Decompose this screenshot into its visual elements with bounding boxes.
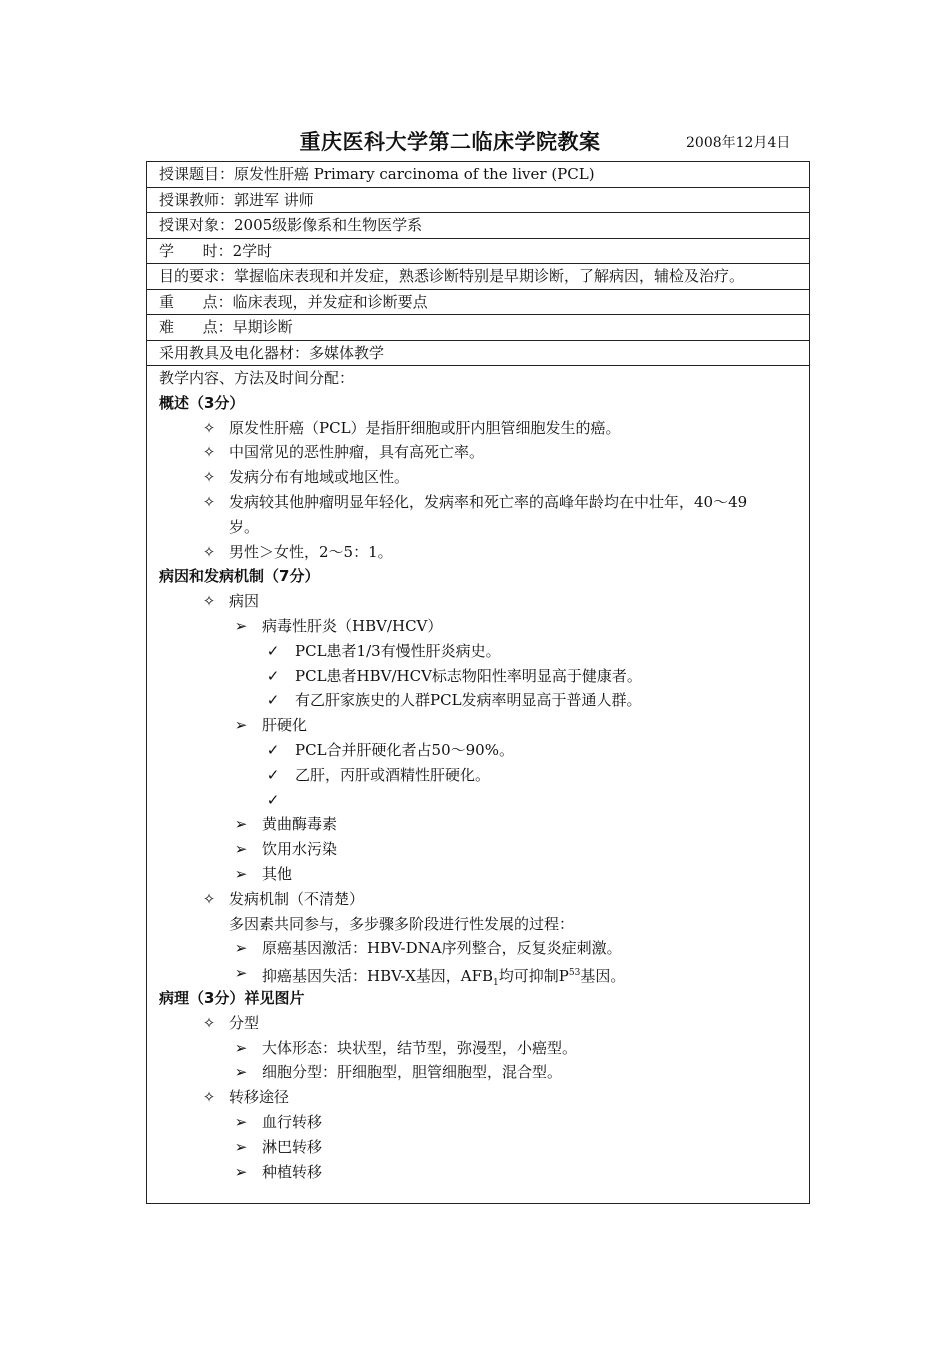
arrow-bullet-icon: ➢ [234,939,248,958]
list-item: ✧ 转移途径 [159,1085,809,1110]
diamond-bullet-icon: ✧ [202,443,216,462]
check-bullet-icon: ✓ [266,765,280,784]
diamond-bullet-icon: ✧ [202,1013,216,1032]
document-date: 2008年12月4日 [686,135,791,151]
check-bullet-icon: ✓ [266,641,280,660]
list-item: ➢ 淋巴转移 [159,1135,809,1160]
list-item: ➢ 血行转移 [159,1110,809,1135]
check-bullet-icon: ✓ [266,740,280,759]
list-item: ✧ 原发性肝癌（PCL）是指肝细胞或肝内胆管细胞发生的癌。 [159,416,809,441]
arrow-bullet-icon: ➢ [234,1038,248,1057]
list-item: ✧ 病因 [159,589,809,614]
row-audience: 授课对象：2005级影像系和生物医学系 [147,213,809,239]
arrow-bullet-icon: ➢ [234,1063,248,1082]
list-item: ✧ 中国常见的恶性肿瘤，具有高死亡率。 [159,440,809,465]
list-item: ➢ 抑癌基因失活：HBV-X基因，$AFB_1$均可抑制$P^{53}$基因。 [159,961,809,986]
arrow-bullet-icon: ➢ [234,864,248,883]
list-item: ✓ PCL患者1/3有慢性肝炎病史。 [159,639,809,664]
diamond-bullet-icon: ✧ [202,592,216,611]
list-item: ➢ 饮用水污染 [159,837,809,862]
list-item: ✓ PCL合并肝硬化者占50～90%。 [159,738,809,763]
list-item: ➢ 肝硬化 [159,713,809,738]
diamond-bullet-icon: ✧ [202,418,216,437]
arrow-bullet-icon: ➢ [234,815,248,834]
list-item: ✓ PCL患者HBV/HCV标志物阳性率明显高于健康者。 [159,664,809,689]
row-topic: 授课题目：原发性肝癌 Primary carcinoma of the liver (PCL) [147,162,809,188]
arrow-bullet-icon: ➢ [234,1137,248,1156]
diamond-bullet-icon: ✧ [202,1088,216,1107]
list-item: ✧ 发病机制（不清楚） [159,887,809,912]
row-key-points: 重 点：临床表现，并发症和诊断要点 [147,290,809,316]
arrow-bullet-icon: ➢ [234,964,248,983]
document-title: 重庆医科大学第二临床学院教案 [299,130,601,154]
arrow-bullet-icon: ➢ [234,716,248,735]
section-pathology-heading: 病理（3分）祥见图片 [159,988,305,1007]
list-item: ✧ 男性＞女性，2～5：1。 [159,540,809,565]
diamond-bullet-icon: ✧ [202,492,216,511]
arrow-bullet-icon: ➢ [234,840,248,859]
list-item: ✓ 有乙肝家族史的人群PCL发病率明显高于普通人群。 [159,688,809,713]
list-item: ✧ 发病分布有地域或地区性。 [159,465,809,490]
row-teacher: 授课教师：郭进军 讲师 [147,188,809,214]
list-item: ➢ 大体形态：块状型，结节型，弥漫型，小癌型。 [159,1036,809,1061]
check-bullet-icon: ✓ [266,691,280,710]
list-item-continuation: 岁。 [229,517,260,536]
list-item: ✧ 发病较其他肿瘤明显年轻化，发病率和死亡率的高峰年龄均在中壮年，40～49 [159,490,809,515]
diamond-bullet-icon: ✧ [202,889,216,908]
list-item: ➢ 细胞分型：肝细胞型，胆管细胞型，混合型。 [159,1060,809,1085]
list-item: ➢ 种植转移 [159,1160,809,1185]
row-objectives: 目的要求：掌握临床表现和并发症，熟悉诊断特别是早期诊断，了解病因，辅检及治疗。 [147,264,809,290]
row-hours: 学 时：2学时 [147,239,809,265]
list-item: ✓ 乙肝，丙肝或酒精性肝硬化。 [159,763,809,788]
mechanism-description: 多因素共同参与，多步骤多阶段进行性发展的过程： [229,914,575,933]
arrow-bullet-icon: ➢ [234,1162,248,1181]
check-bullet-icon: ✓ [266,790,280,809]
list-item: ➢ 其他 [159,862,809,887]
teaching-content [147,366,809,1184]
section-overview-heading: 概述（3分） [159,393,245,412]
lesson-plan-table [146,161,810,1204]
arrow-bullet-icon: ➢ [234,1112,248,1131]
arrow-bullet-icon: ➢ [234,616,248,635]
section-etiology-heading: 病因和发病机制（7分） [159,567,320,586]
row-teaching-tools: 采用教具及电化器材：多媒体教学 [147,341,809,367]
list-item: ➢ 原癌基因激活：HBV-DNA序列整合，反复炎症刺激。 [159,936,809,961]
diamond-bullet-icon: ✧ [202,468,216,487]
diamond-bullet-icon: ✧ [202,542,216,561]
row-difficulties: 难 点：早期诊断 [147,315,809,341]
list-item-empty [159,788,809,813]
check-bullet-icon: ✓ [266,666,280,685]
list-item: ➢ 黄曲酶毒素 [159,812,809,837]
content-intro: 教学内容、方法及时间分配： [159,369,355,387]
list-item: ➢ 病毒性肝炎（HBV/HCV） [159,614,809,639]
list-item: ✧ 分型 [159,1011,809,1036]
